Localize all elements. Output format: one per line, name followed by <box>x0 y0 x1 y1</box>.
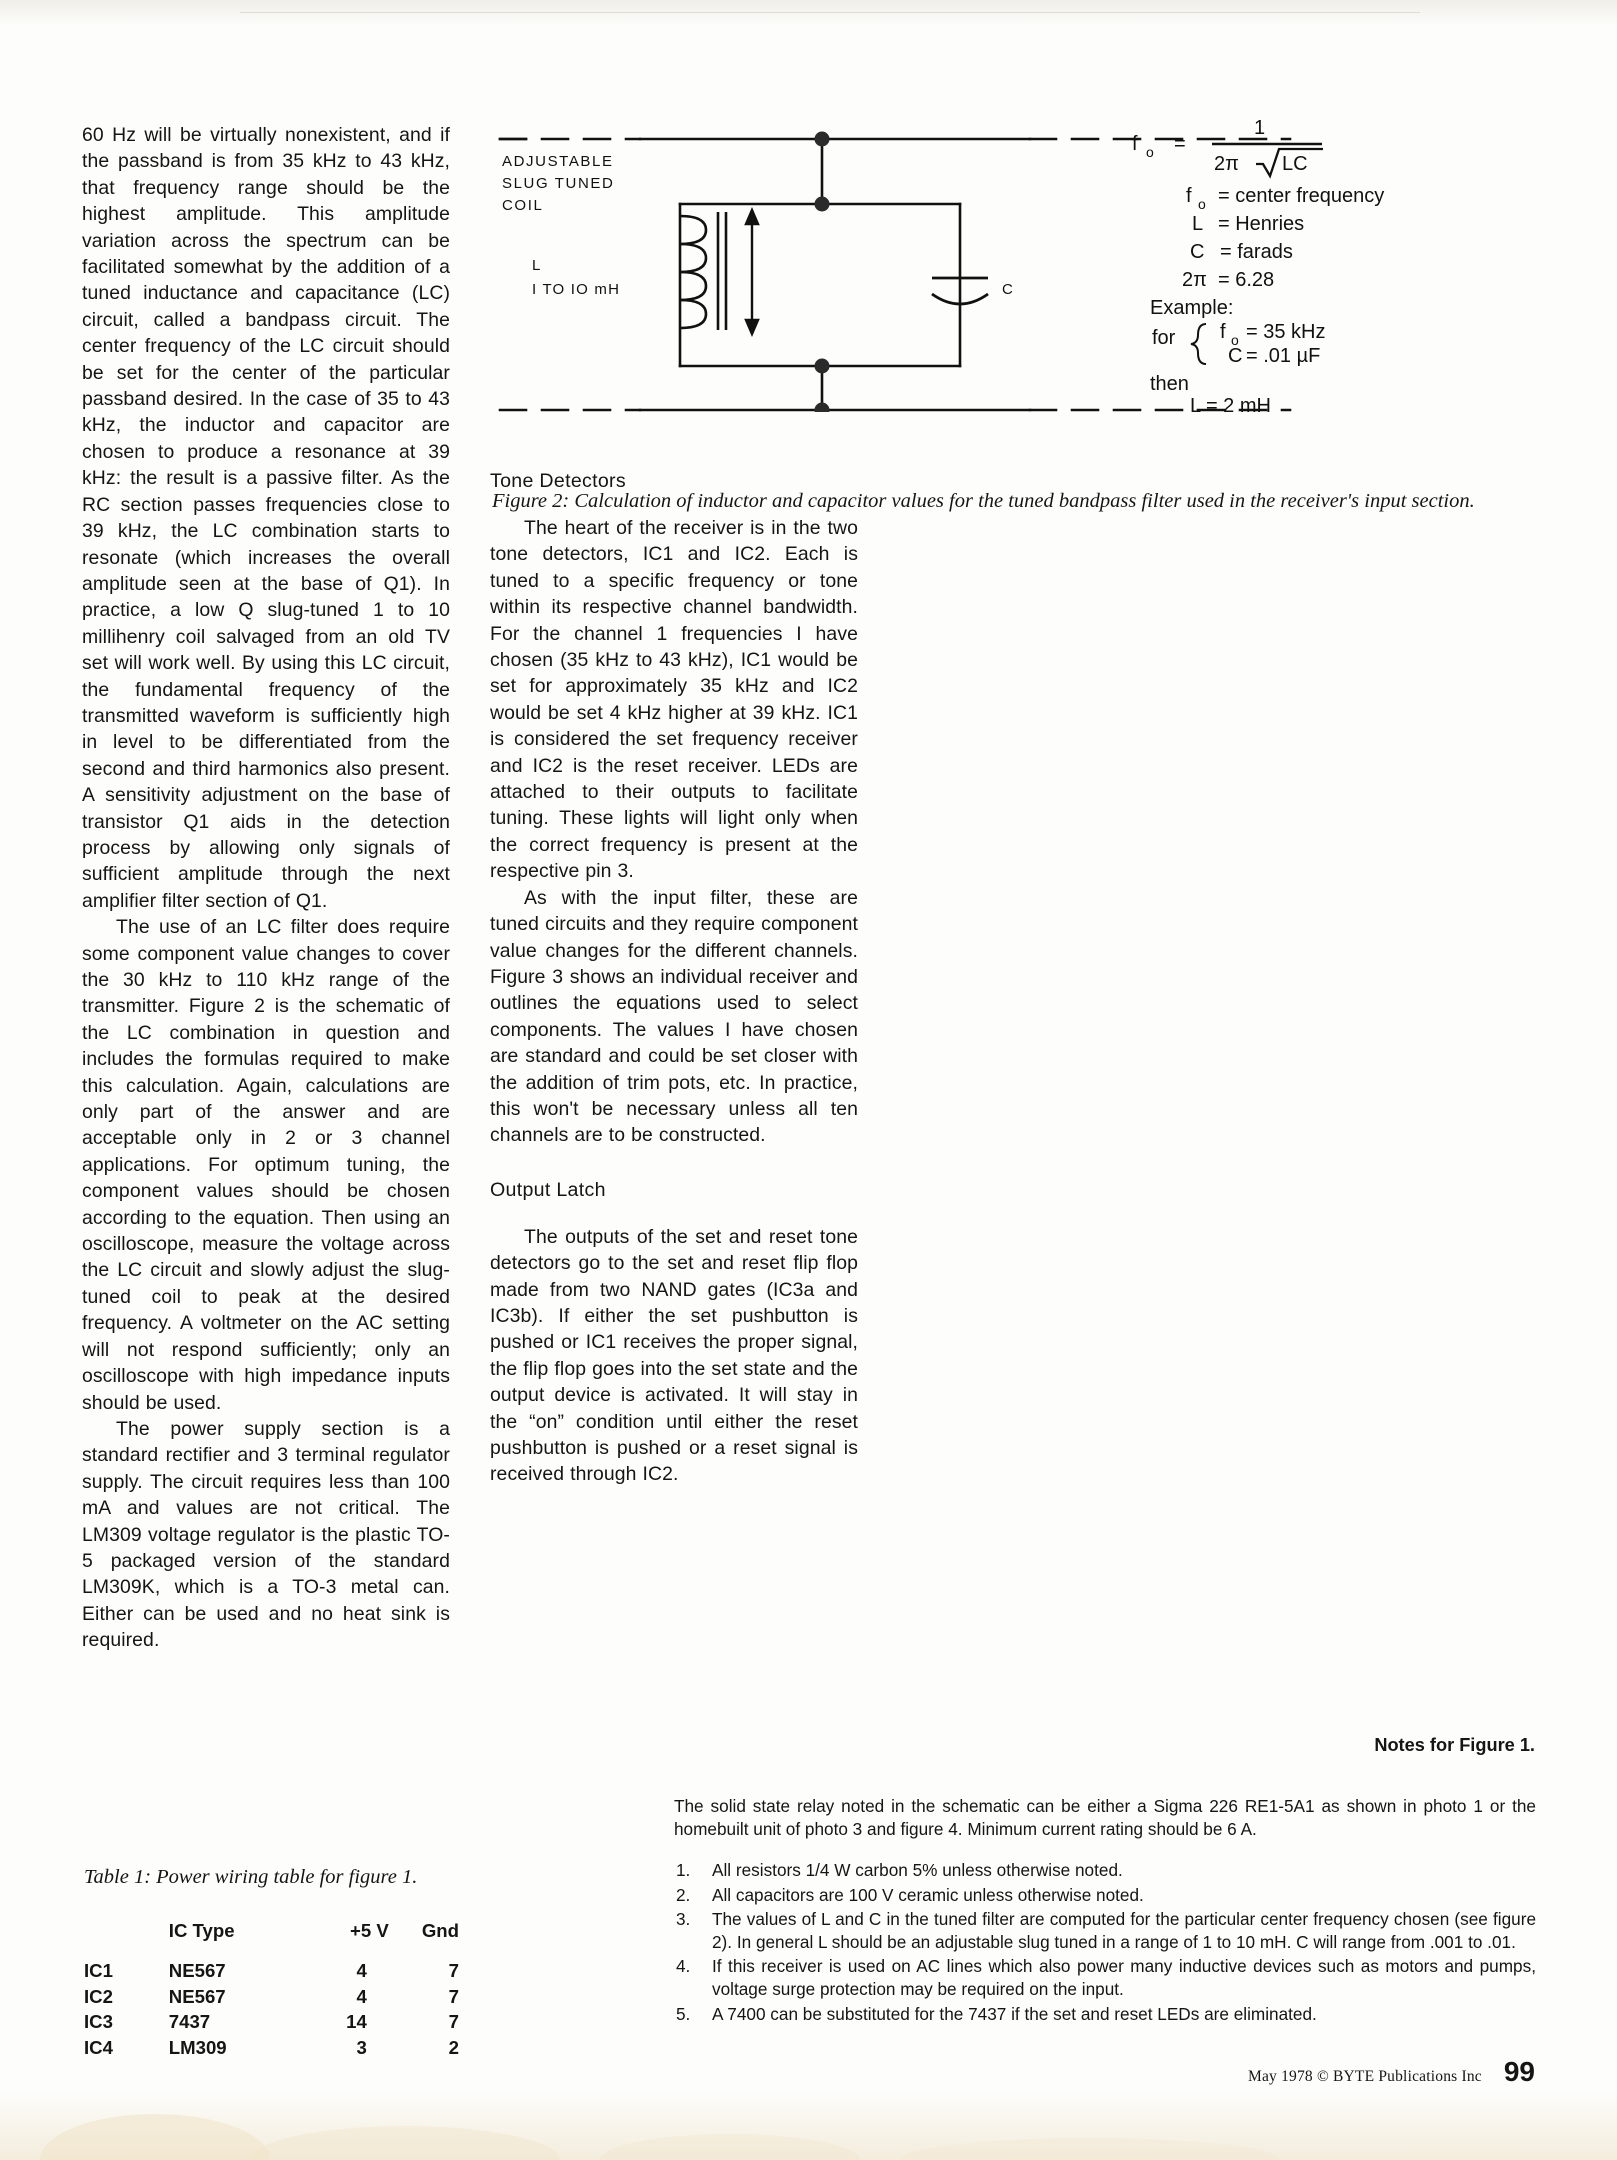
power-wiring-table <box>84 1920 459 2061</box>
def-3-text: = 6.28 <box>1218 269 1275 291</box>
note-number: 4. <box>676 1956 691 1977</box>
note-text: All capacitors are 100 V ceramic unless otherwise noted. <box>712 1884 1144 1905</box>
note-number: 3. <box>676 1908 691 1929</box>
example-1-value: = .01 µF <box>1246 345 1321 367</box>
example-0-symbol: f <box>1220 321 1226 343</box>
table-header-type: IC Type <box>168 1920 235 1941</box>
coil-label-line1: ADJUSTABLE <box>502 153 614 170</box>
formula-numerator: 1 <box>1254 117 1266 139</box>
note-item <box>674 2003 1536 2026</box>
cell-type: NE567 <box>168 1960 226 1981</box>
heading-output-latch: Output Latch <box>490 1178 606 1201</box>
capacitor-symbol-label: C <box>1002 281 1015 298</box>
table-row <box>84 1985 459 2011</box>
notes-intro: The solid state relay noted in the schematic can be either a Sigma 226 RE1-5A1 as shown in photo 1 or the homebuilt unit of photo 3 and figure 4. Minimum current rating should be 6 A. <box>674 1796 1536 1840</box>
formula-equals: = <box>1174 133 1186 155</box>
notes-block <box>674 1795 1536 2027</box>
scan-top-edge <box>0 0 1617 26</box>
figure-2-caption: Figure 2: Calculation of inductor and capacitor values for the tuned bandpass filter used in the receiver's input section. <box>492 490 1475 512</box>
def-0-text: = center frequency <box>1218 185 1385 207</box>
def-1-text: = Henries <box>1218 213 1305 235</box>
table-row <box>84 1959 459 1985</box>
page-footer <box>1248 2056 1535 2088</box>
example-0-value: = 35 kHz <box>1246 321 1326 343</box>
formula-block <box>1132 117 1384 412</box>
cell-plus5: 3 <box>356 2036 367 2058</box>
formula-denominator-prefix: 2π <box>1214 153 1239 175</box>
cell-ic: IC1 <box>84 1960 113 1981</box>
note-item <box>674 1859 1536 1882</box>
then-result: L = 2 mH <box>1190 395 1271 412</box>
table-row <box>84 2036 459 2062</box>
example-0-subscript: o <box>1231 332 1239 348</box>
left-text-column <box>82 122 450 1654</box>
paragraph: The use of an LC filter does require some component value changes to cover the 30 kHz to 110 kHz range of the transmitter. Figure 2 is the schematic of the LC combination in question and includes the formulas required to make this calculation. Again, calculations are only part of the answer and are acceptable only in 2 or 3 channel applications. For optimum tuning, the component values should be chosen according to the equation. Then using an oscilloscope, measure the voltage across the LC circuit and slowly adjust the slug-tuned coil to peak at the desired frequency. A voltmeter on the AC setting will not respond sufficiently; only an oscilloscope with high impedance inputs should be used. <box>82 916 450 1414</box>
table-row <box>84 2010 459 2036</box>
table-header-gnd: Gnd <box>421 1920 459 1941</box>
for-label: for <box>1152 327 1176 349</box>
inductor-value-label: I TO IO mH <box>532 281 621 298</box>
note-text: If this receiver is used on AC lines which also power many inductive devices such as motors and pumps, voltage surge protection may be required on the input. <box>712 1956 1536 2000</box>
cell-gnd: 2 <box>448 2036 459 2058</box>
figure-2-schematic <box>490 112 1540 412</box>
inductor-symbol-label: L <box>532 257 542 274</box>
notes-list <box>674 1859 1536 2025</box>
formula-lhs: f <box>1132 133 1138 155</box>
note-text: A 7400 can be substituted for the 7437 if the set and reset LEDs are eliminated. <box>712 2003 1317 2024</box>
cell-plus5: 4 <box>356 1985 367 2007</box>
page-number: 99 <box>1503 2056 1535 2087</box>
cell-gnd: 7 <box>448 2011 459 2032</box>
note-item <box>674 1884 1536 1907</box>
cell-type: 7437 <box>168 2011 211 2032</box>
note-number: 2. <box>676 1884 691 1905</box>
cell-type: LM309 <box>168 2036 227 2058</box>
cell-type: NE567 <box>168 1985 226 2007</box>
cell-gnd: 7 <box>448 1985 459 2007</box>
cell-plus5: 14 <box>346 2011 367 2032</box>
paragraph: The outputs of the set and reset tone detectors go to the set and reset flip flop made from two NAND gates (IC3a and IC3b). If either the set pushbutton is pushed or IC1 receives the proper signal, the flip flop goes into the set state and the output device is activated. It will stay in the “on” condition until either the reset pushbutton is pushed or a reset signal is received through IC2. <box>490 1225 858 1486</box>
then-label: then <box>1150 373 1189 395</box>
example-label: Example: <box>1150 297 1234 319</box>
formula-radicand: LC <box>1282 153 1308 175</box>
scan-top-hairline <box>240 12 1420 13</box>
middle-text-column <box>490 440 858 1488</box>
cell-ic: IC3 <box>84 2011 113 2032</box>
formula-lhs-subscript: o <box>1146 144 1154 160</box>
note-text: The values of L and C in the tuned filter are computed for the particular center frequency chosen (see figure 2). In general L should be an adjustable slug tuned in a range of 1 to 10 mH. C will range from .001 to .01. <box>712 1908 1536 1953</box>
note-text: All resistors 1/4 W carbon 5% unless otherwise noted. <box>712 1860 1123 1881</box>
def-0-subscript: o <box>1198 196 1206 212</box>
example-1-symbol: C <box>1228 345 1243 367</box>
table-1-title: Table 1: Power wiring table for figure 1. <box>84 1866 418 1888</box>
note-number: 5. <box>676 2003 691 2024</box>
paragraph: 60 Hz will be virtually nonexistent, and if the passband is from 35 kHz to 43 kHz, that frequency range should be the highest amplitude. This amplitude variation across the spectrum can be facilitated somewhat by the addition of a tuned inductance and capacitance (LC) circuit, called a bandpass circuit. The center frequency of the LC circuit should be set for the center of the particular passband desired. In the case of 35 to 43 kHz, the inductor and capacitor are chosen to produce a resonance at 39 kHz: the result is a passive filter. As the RC section passes frequencies close to 39 kHz, the LC combination starts to resonate (which increases the overall amplitude seen at the base of Q1). In practice, a low Q slug-tuned 1 to 10 millihenry coil salvaged from an old TV set will work well. By using this LC circuit, the fundamental frequency of the transmitted waveform is sufficiently high in level to be differentiated from the second and third harmonics also present. A sensitivity adjustment on the base of transistor Q1 aids in the detection process by allowing only signals of sufficient amplitude through the next amplifier filter section of Q1. <box>82 124 450 912</box>
coil-label-line2: SLUG TUNED <box>502 175 615 192</box>
table-header-plus5: +5 V <box>350 1920 389 1941</box>
paragraph: The heart of the receiver is in the two tone detectors, IC1 and IC2. Each is tuned to a specific frequency or tone within its respective channel bandwidth. For the channel 1 frequencies I have chosen (35 kHz to 43 kHz), IC1 would be set for approximately 35 kHz and IC2 would be set 4 kHz higher at 39 kHz. IC1 is considered the set frequency receiver and IC2 is the reset receiver. LEDs are attached to their outputs to facilitate tuning. These lights will light only when the correct frequency is present at the respective pin 3. <box>490 517 858 883</box>
cell-ic: IC4 <box>84 2036 113 2058</box>
paragraph: As with the input filter, these are tuned circuits and they require component value changes for the different channels. Figure 3 shows an individual receiver and outlines the equations used to select components. The values I have chosen are standard and could be set closer with the addition of trim pots, etc. In practice, this won't be necessary unless all ten channels are to be constructed. <box>490 886 858 1147</box>
def-1-symbol: L <box>1192 213 1204 235</box>
note-number: 1. <box>676 1860 691 1881</box>
notes-heading: Notes for Figure 1. <box>1374 1735 1535 1755</box>
publication-imprint: May 1978 © BYTE Publications Inc <box>1247 2068 1482 2085</box>
table-header-row <box>84 1920 459 1959</box>
coil-label-line3: COIL <box>502 197 544 214</box>
def-0-symbol: f <box>1186 185 1192 207</box>
heading-tone-detectors: Tone Detectors <box>490 470 626 492</box>
cell-gnd: 7 <box>448 1960 459 1981</box>
def-2-text: = farads <box>1220 241 1293 263</box>
note-item <box>674 1955 1536 2001</box>
cell-plus5: 4 <box>356 1960 367 1981</box>
note-item <box>674 1908 1536 1954</box>
def-2-symbol: C <box>1190 241 1205 263</box>
paragraph: The power supply section is a standard rectifier and 3 terminal regulator supply. The circuit requires less than 100 mA and values are not critical. The LM309 voltage regulator is the plastic TO-5 packaged version of the standard LM309K, which is a TO-3 metal can. Either can be used and no heat sink is required. <box>82 1417 450 1652</box>
def-3-symbol: 2π <box>1182 269 1207 291</box>
cell-ic: IC2 <box>84 1985 113 2007</box>
table-header-ic <box>84 1920 169 1959</box>
